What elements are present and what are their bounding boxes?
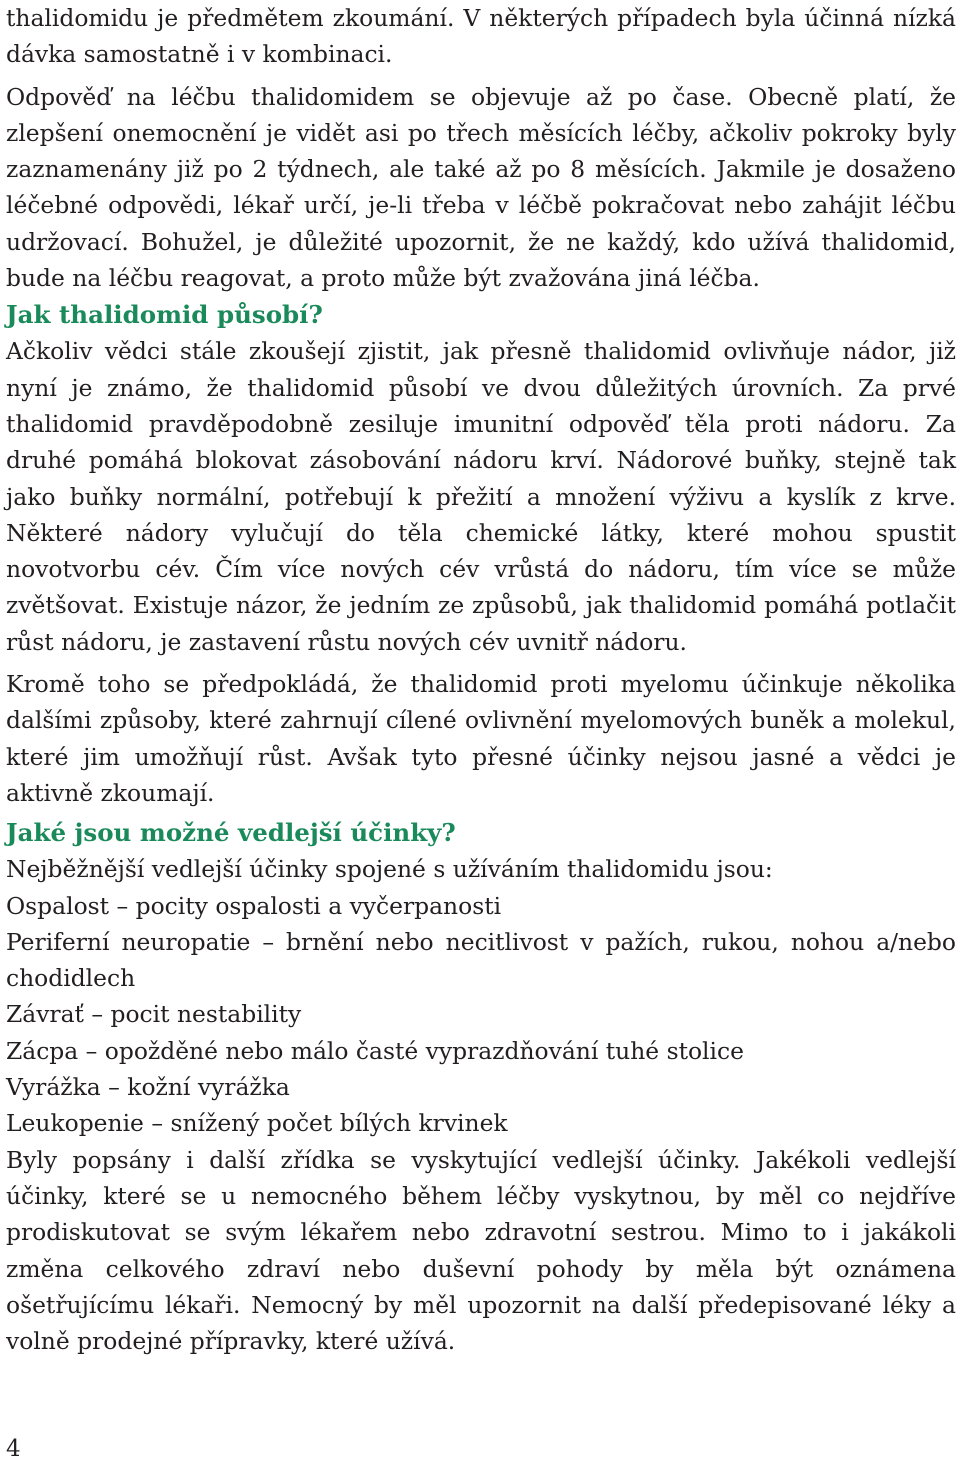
list-item: Vyrážka – kožní vyrážka [6, 1073, 290, 1102]
paragraph-mechanism: Ačkoliv vědci stále zkoušejí zjistit, jak přesně thalidomid ovlivňuje nádor, již nyní je známo, že thalidomid působí ve dvou důležitých úrovních. Za prvé thalidomid pravděpodobně zesiluje imunitní odpověď těla proti nádoru. Za druhé pomáhá blokovat zásobování nádoru krví. Nádorové buňky, stejně tak jako buňky normální, potřebují k přežití a množení výživu a kyslík z krve. Některé nádory vylučují do těla chemické látky, které mohou spustit novotvorbu cév. Čím více nových cév vrůstá do nádoru, tím více se může zvětšovat. Existuje názor, že jedním ze způsobů, jak thalidomid pomáhá potlačit růst nádoru, je zastavení růstu nových cév uvnitř nádoru. [6, 337, 956, 656]
list-item: Leukopenie – snížený počet bílých krvinek [6, 1109, 508, 1138]
paragraph-other-effects: Kromě toho se předpokládá, že thalidomid proti myelomu účinkuje několika dalšími způsoby, které zahrnují cílené ovlivnění myelomových buněk a molekul, které jim umožňují růst. Avšak tyto přesné účinky nejsou jasné a vědci je aktivně zkoumají. [6, 670, 956, 807]
paragraph-thalidomide-study: thalidomidu je předmětem zkoumání. V některých případech byla účinná nízká dávka samostatně i v kombinaci. [6, 4, 956, 69]
list-item: Ospalost – pocity ospalosti a vyčerpanosti [6, 891, 502, 920]
list-item: Závrať – pocit nestability [6, 1000, 302, 1029]
heading-how-it-works: Jak thalidomid působí? [6, 300, 323, 330]
side-effects-list [6, 888, 956, 1142]
side-effects-intro: Nejběžnější vedlejší účinky spojené s užíváním thalidomidu jsou: [6, 855, 773, 884]
list-item: Zácpa – opožděné nebo málo časté vyprazdňování tuhé stolice [6, 1036, 744, 1065]
list-item: Periferní neuropatie – brnění nebo necitlivost v pažích, rukou, nohou a/nebo chodidlech [6, 927, 956, 993]
paragraph-treatment-response: Odpověď na léčbu thalidomidem se objevuje až po čase. Obecně platí, že zlepšení onemocnění je vidět asi po třech měsících léčby, ačkoliv pokroky byly zaznamenány již po 2 týdnech, ale také až po 8 měsících. Jakmile je dosaženo léčebné odpovědi, lékař určí, je-li třeba v léčbě pokračovat nebo zahájit léčbu udržovací. Bohužel, je důležité upozornit, že ne každý, kdo užívá thalidomid, bude na léčbu reagovat, a proto může být zvažována jiná léčba. [6, 82, 956, 293]
heading-side-effects: Jaké jsou možné vedlejší účinky? [6, 818, 456, 848]
paragraph-rare-effects: Byly popsány i další zřídka se vyskytující vedlejší účinky. Jakékoli vedlejší účinky, které se u nemocného během léčby vyskytnou, by měl co nejdříve prodiskutovat se svým lékařem nebo zdravotní sestrou. Mimo to i jakákoli změna celkového zdraví nebo duševní pohody by měla být oznámena ošetřujícímu lékaři. Nemocný by měl upozornit na další předepisované léky a volně prodejné přípravky, které užívá. [6, 1145, 956, 1356]
page-number: 4 [6, 1436, 21, 1462]
